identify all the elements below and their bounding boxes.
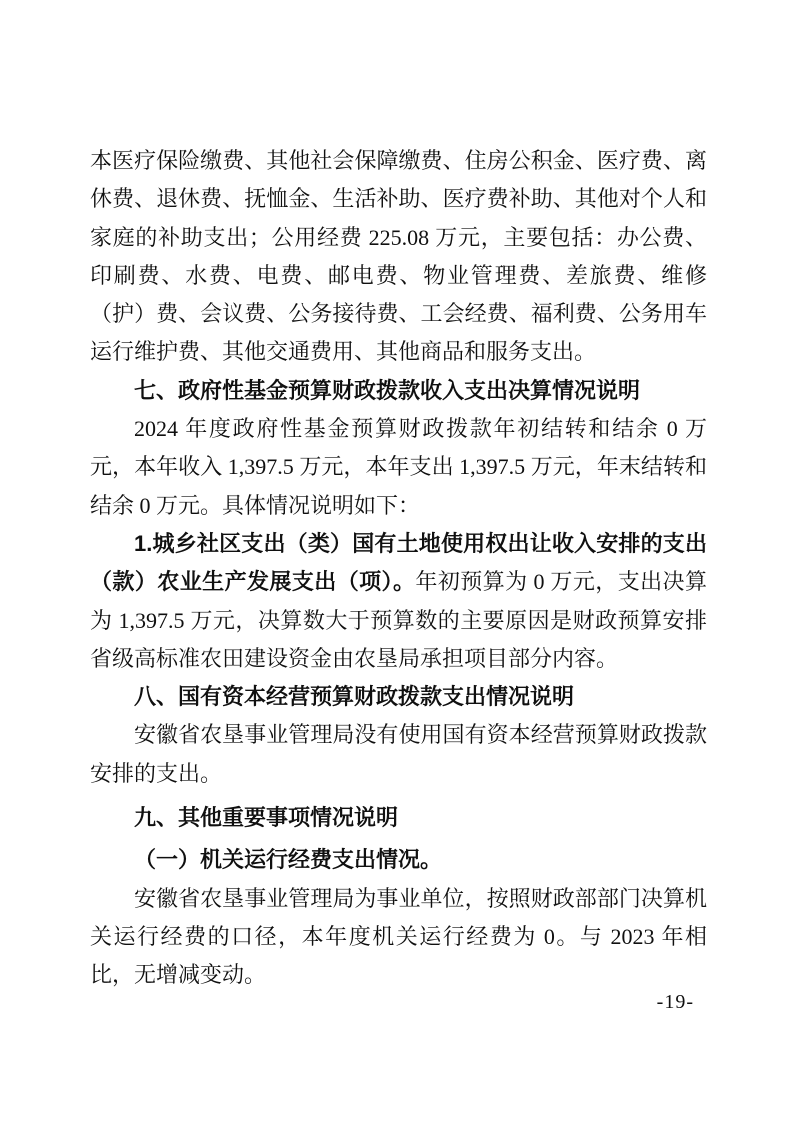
page-number: -19- (656, 991, 694, 1013)
paragraph-expense-continuation: 本医疗保险缴费、其他社会保障缴费、住房公积金、医疗费、离休费、退休费、抚恤金、生活补助、医疗费补助、其他对个人和家庭的补助支出；公用经费 225.08 万元，主要包括：办公费、印刷费、水费、电费、邮电费、物业管理费、差旅费、维修（护）费、会议费、公务接待费、工会经费、福利费、公务用车运行维护费、其他交通费用、其他商品和服务支出。 (90, 148, 707, 365)
paragraph-govfund-summary: 2024 年度政府性基金预算财政拨款年初结转和结余 0 万元，本年收入 1,397.5 万元，本年支出 1,397.5 万元，年末结转和结余 0 万元。具体情况说明如下： (90, 416, 707, 518)
heading-section-9-other-matters: 九、其他重要事项情况说明 (134, 805, 399, 831)
heading-section-7-govfund-budget: 七、政府性基金预算财政拨款收入支出决算情况说明 (134, 377, 641, 403)
heading-section-9-sub1-operating-expense: （一）机关运行经费支出情况。 (134, 847, 443, 873)
paragraph-govfund-item1-lead: 1.城乡社区支出（类）国有土地使用权出让收入安排的支出（款）农业生产发展支出（项）。 (90, 530, 707, 595)
heading-section-8-state-capital: 八、国有资本经营预算财政拨款支出情况说明 (134, 684, 575, 710)
paragraph-govfund-item1-body: 年初预算为 0 万元，支出决算为 1,397.5 万元，决算数大于预算数的主要原因是财政预算安排省级高标准农田建设资金由农垦局承担项目部分内容。 (90, 569, 707, 671)
paragraph-state-capital-body: 安徽省农垦事业管理局没有使用国有资本经营预算财政拨款安排的支出。 (90, 722, 707, 786)
document-body (90, 142, 707, 995)
paragraph-govfund-item1 (90, 525, 707, 678)
paragraph-operating-expense-body: 安徽省农垦事业管理局为事业单位，按照财政部部门决算机关运行经费的口径，本年度机关运行经费为 0。与 2023 年相比，无增减变动。 (90, 885, 707, 988)
